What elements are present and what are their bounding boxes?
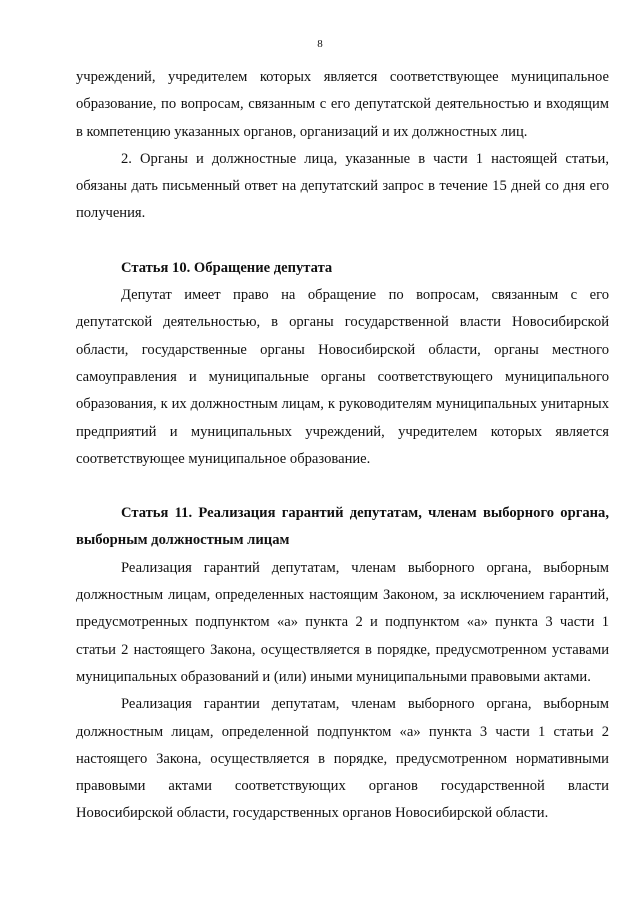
- paragraph-continuation: учреждений, учредителем которых является соответствующее муниципальное образование, по вопросам, связанным с его депутатской деятельностью и входящим в компетенцию указанных органов, организаций и их должностных лиц.: [76, 69, 609, 140]
- document-body: [76, 64, 609, 828]
- article-11-paragraph-1: Реализация гарантий депутатам, членам выборного органа, выборным должностным лицам, определенных настоящим Законом, за исключением гарантий, предусмотренных подпунктом «а» пункта 2 и подпунктом «а» пункта 3 части 1 статьи 2 настоящего Закона, осуществляется в порядке, предусмотренном уставами муниципальных образований и (или) иными муниципальными правовыми актами.: [76, 559, 609, 685]
- article-10-heading: Статья 10. Обращение депутата: [121, 259, 333, 276]
- paragraph-item-2: 2. Органы и должностные лица, указанные в части 1 настоящей статьи, обязаны дать письменный ответ на депутатский запрос в течение 15 дней со дня его получения.: [76, 150, 609, 222]
- page-number: 8: [317, 38, 323, 50]
- article-11-heading: Статья 11. Реализация гарантий депутатам, членам выборного органа, выборным должностным лицам: [76, 505, 609, 549]
- section-gap: [76, 228, 609, 255]
- article-10-body: Депутат имеет право на обращение по вопросам, связанным с его депутатской деятельностью, в органы государственной власти Новосибирской области, государственные органы Новосибирской области, органы местного самоуправления и муниципальные органы соответствующего муниципального образования, к их должностным лицам, к руководителям муниципальных унитарных предприятий и муниципальных учреждений, учредителем которых является соответствующее муниципальное образование.: [76, 287, 609, 467]
- section-gap: [76, 473, 609, 500]
- article-11-paragraph-2: Реализация гарантии депутатам, членам выборного органа, выборным должностным лицам, определенной подпунктом «а» пункта 3 части 1 статьи 2 настоящего Закона, осуществляется в порядке, предусмотренном нормативными правовыми актами соответствующих органов государственной власти Новосибирской области, государственных органов Новосибирской области.: [76, 696, 609, 822]
